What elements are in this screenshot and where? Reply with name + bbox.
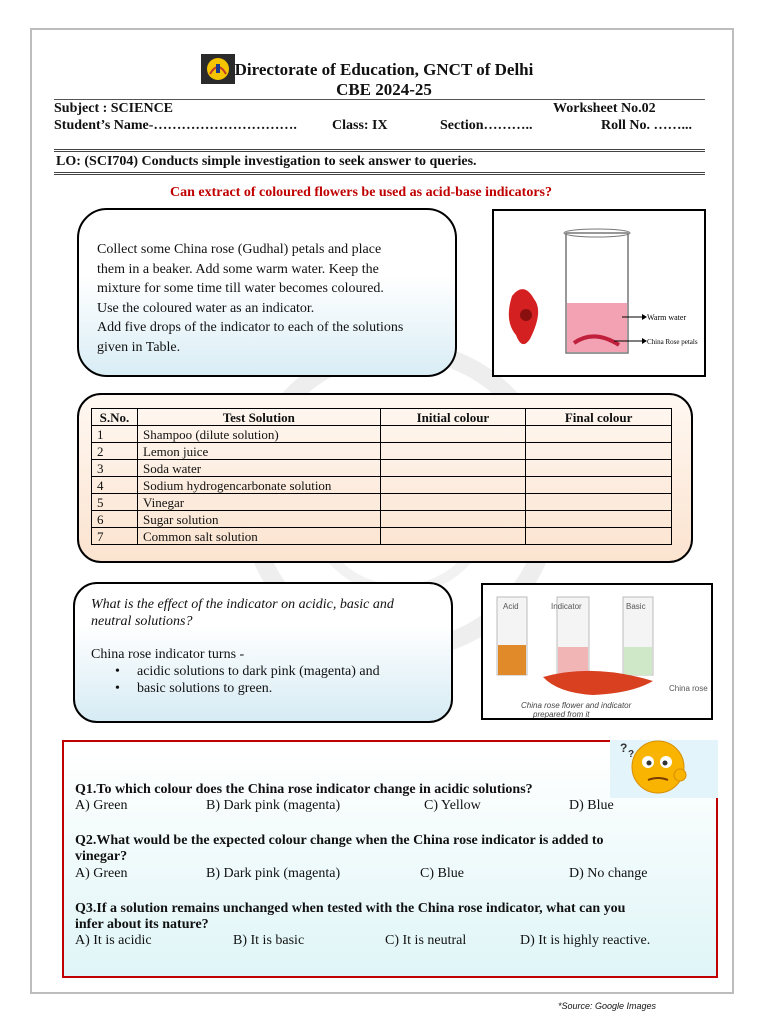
final-colour-cell[interactable] <box>526 528 672 545</box>
effect-box <box>73 582 453 723</box>
q1-option-c[interactable]: C) Yellow <box>424 798 481 813</box>
final-colour-cell[interactable] <box>526 443 672 460</box>
bullet-icon: • <box>115 681 120 696</box>
col-initial-colour: Initial colour <box>380 409 526 426</box>
procedure-text: Collect some China rose (Gudhal) petals and place them in a beaker. Add some warm water. Keep the mixture for some time till water becomes coloured. Use the coloured water as an indicator. Add five drops of the indicator to each of the solutions given in Table. <box>97 242 404 355</box>
col-final-colour: Final colour <box>526 409 672 426</box>
table-header-row <box>92 409 672 426</box>
china-rose-label: China rose <box>669 684 708 693</box>
solutions-table <box>91 408 672 545</box>
lo-rule-bottom <box>54 172 705 175</box>
final-colour-cell[interactable] <box>526 494 672 511</box>
initial-colour-cell[interactable] <box>380 477 526 494</box>
q3-option-d[interactable]: D) It is highly reactive. <box>520 933 651 948</box>
q2-option-a[interactable]: A) Green <box>75 866 128 881</box>
q2-option-b[interactable]: B) Dark pink (magenta) <box>206 866 341 881</box>
effect-lead: China rose indicator turns - <box>91 647 245 662</box>
question-2: Q2.What would be the expected colour change when the China rose indicator is added to vinegar? <box>75 833 604 864</box>
initial-colour-cell[interactable] <box>380 528 526 545</box>
q1-option-b[interactable]: B) Dark pink (magenta) <box>206 798 341 813</box>
col-sno: S.No. <box>92 409 138 426</box>
source-note: *Source: Google Images <box>557 1001 656 1011</box>
petals-label: China Rose petals <box>647 338 698 346</box>
q2-option-d[interactable]: D) No change <box>569 866 648 881</box>
question-1: Q1.To which colour does the China rose indicator change in acidic solutions? <box>75 782 533 797</box>
tube-label-indicator: Indicator <box>551 602 582 611</box>
beaker-figure <box>492 209 706 377</box>
q2-option-c[interactable]: C) Blue <box>420 866 464 881</box>
svg-text:?: ? <box>628 749 635 760</box>
effect-bullet-basic: basic solutions to green. <box>137 681 273 696</box>
table-row: 6 Sugar solution <box>92 511 672 528</box>
figure-caption-line2: prepared from it <box>533 710 590 718</box>
lo-rule-top <box>54 149 705 152</box>
final-colour-cell[interactable] <box>526 426 672 443</box>
initial-colour-cell[interactable] <box>380 511 526 528</box>
worksheet-number: Worksheet No.02 <box>553 101 656 116</box>
q1-option-a[interactable]: A) Green <box>75 798 128 813</box>
tube-label-acid: Acid <box>503 602 519 611</box>
initial-colour-cell[interactable] <box>380 443 526 460</box>
col-test-solution: Test Solution <box>137 409 380 426</box>
final-colour-cell[interactable] <box>526 511 672 528</box>
table-row: 4 Sodium hydrogencarbonate solution <box>92 477 672 494</box>
section-field: Section……….. <box>440 118 533 133</box>
final-colour-cell[interactable] <box>526 477 672 494</box>
table-row: 2 Lemon juice <box>92 443 672 460</box>
q3-option-a[interactable]: A) It is acidic <box>75 933 152 948</box>
q3-option-c[interactable]: C) It is neutral <box>385 933 467 948</box>
procedure-box <box>77 208 457 377</box>
effect-bullet-acidic: acidic solutions to dark pink (magenta) and <box>137 664 380 679</box>
figure-caption-line1: China rose flower and indicator <box>521 701 632 710</box>
indicator-tubes-illustration <box>483 585 711 718</box>
tube-label-basic: Basic <box>626 602 646 611</box>
initial-colour-cell[interactable] <box>380 494 526 511</box>
table-row: 3 Soda water <box>92 460 672 477</box>
warm-water-label: Warm water <box>647 313 687 322</box>
final-colour-cell[interactable] <box>526 460 672 477</box>
main-question: Can extract of coloured flowers be used as acid-base indicators? <box>170 185 552 200</box>
class-label: Class: IX <box>332 118 388 133</box>
initial-colour-cell[interactable] <box>380 460 526 477</box>
exam-title: CBE 2024-25 <box>336 80 432 99</box>
learning-outcome: LO: (SCI704) Conducts simple investigation to seek answer to queries. <box>56 154 477 169</box>
table-row: 7 Common salt solution <box>92 528 672 545</box>
indicator-tubes-figure <box>481 583 713 720</box>
quiz-box <box>62 740 718 978</box>
table-row: 1 Shampoo (dilute solution) <box>92 426 672 443</box>
student-name-field: Student’s Name-…………………………. <box>54 118 297 133</box>
org-title: Directorate of Education, GNCT of Delhi <box>234 60 534 79</box>
subject-label: Subject : SCIENCE <box>54 101 174 116</box>
table-row: 5 Vinegar <box>92 494 672 511</box>
roll-number-field: Roll No. ……... <box>601 118 692 133</box>
effect-question: What is the effect of the indicator on acidic, basic and neutral solutions? <box>91 597 394 629</box>
initial-colour-cell[interactable] <box>380 426 526 443</box>
solutions-table-box <box>77 393 693 563</box>
svg-text:?: ? <box>620 741 628 755</box>
q1-option-d[interactable]: D) Blue <box>569 798 614 813</box>
header-rule-top <box>54 99 705 100</box>
question-3: Q3.If a solution remains unchanged when tested with the China rose indicator, what can you infer about its nature? <box>75 901 626 932</box>
bullet-icon: • <box>115 664 120 679</box>
beaker-illustration <box>494 211 704 375</box>
q3-option-b[interactable]: B) It is basic <box>233 933 305 948</box>
